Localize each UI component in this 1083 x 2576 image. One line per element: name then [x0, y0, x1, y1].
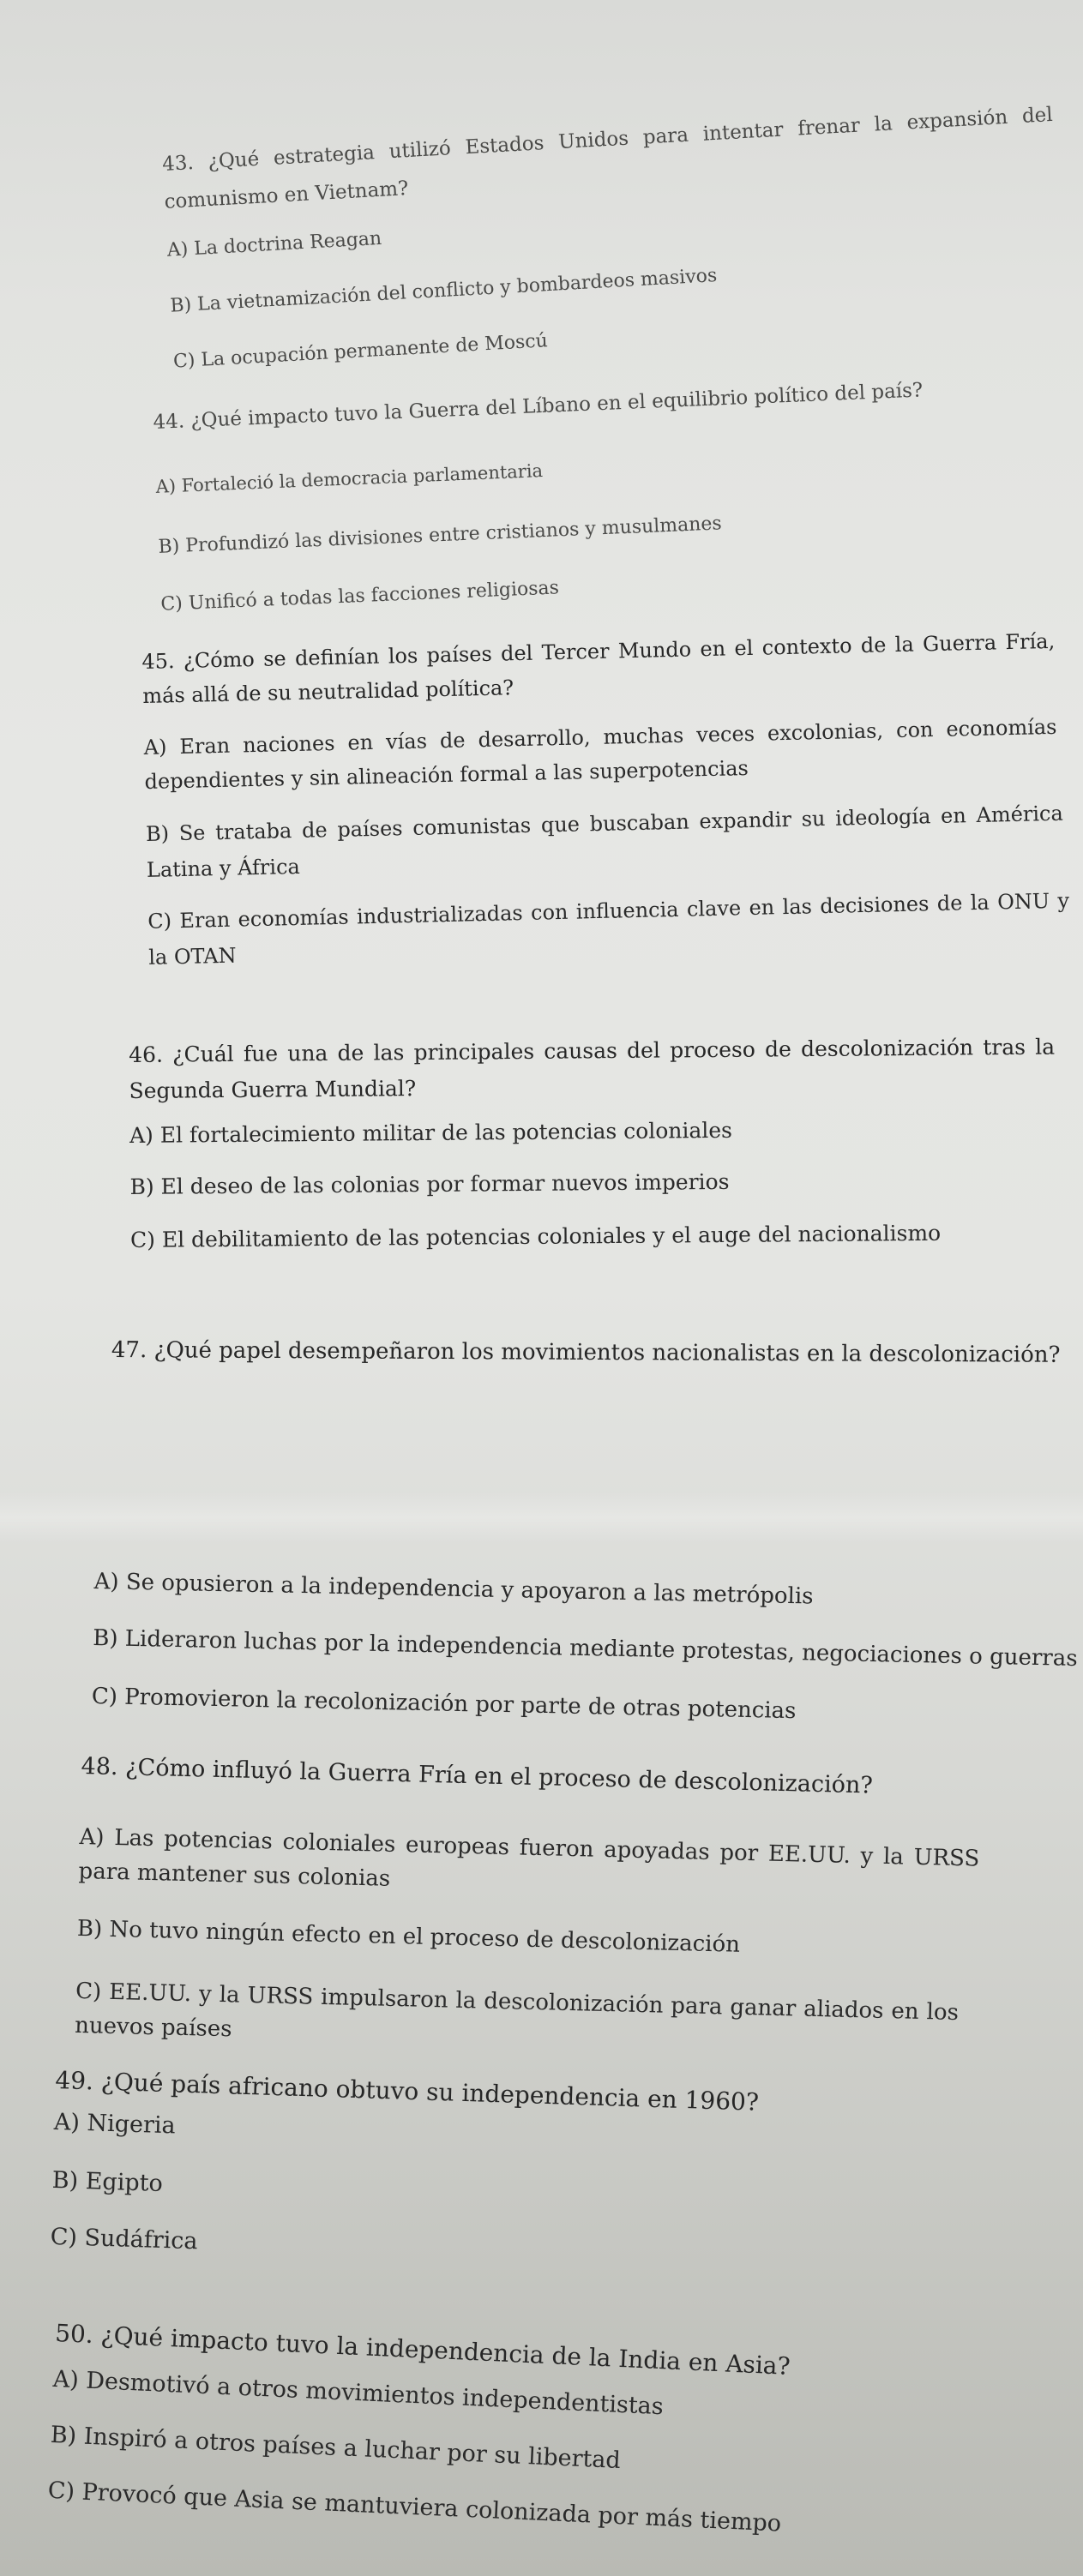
option-43-a: A) La doctrina Reagan	[166, 227, 382, 261]
option-45-a: A) Eran naciones en vías de desarrollo, muchas veces excolonias, con economías dependientes y sin alineación formal a las superpotencias	[143, 714, 1057, 794]
question-49	[55, 2066, 759, 2117]
option-44-b: B) Profundizó las divisiones entre cristianos y musulmanes	[158, 513, 723, 558]
question-block-44	[153, 366, 1083, 615]
option-46-c: C) El debilitamiento de las potencias coloniales y el auge del nacionalismo	[129, 1220, 942, 1252]
question-text: ¿Qué impacto tuvo la Guerra del Líbano en el equilibrio político del país?	[190, 379, 924, 433]
option-45-b: B) Se trataba de países comunistas que buscaban expandir su ideología en América Latina y África	[145, 801, 1064, 882]
option-43-c: C) La ocupación permanente de Moscú	[172, 330, 549, 373]
question-number: 46.	[129, 1042, 164, 1067]
option-46-a: A) El fortalecimiento militar de las potencias coloniales	[129, 1117, 733, 1148]
option-47-a: A) Se opusieron a la independencia y apoyaron a las metrópolis	[93, 1569, 814, 1610]
option-49-a: A) Nigeria	[53, 2108, 177, 2140]
option-49-c: C) Sudáfrica	[50, 2223, 198, 2255]
question-block-45	[141, 620, 1083, 970]
question-44	[153, 379, 924, 435]
question-47	[111, 1337, 1061, 1369]
option-44-a: A) Fortaleció la democracia parlamentaria	[155, 460, 544, 497]
option-48-c: C) EE.UU. y la URSS impulsaron la descolonización para ganar aliados en los nuevos países	[74, 1978, 960, 2043]
option-50-a: A) Desmotivó a otros movimientos independentistas	[52, 2365, 665, 2421]
option-44-c: C) Unificó a todas las facciones religiosas	[159, 577, 560, 615]
option-43-b: B) La vietnamización del conflicto y bombardeos masivos	[169, 265, 718, 317]
question-text: ¿Qué impacto tuvo la independencia de la India en Asia?	[99, 2321, 791, 2381]
question-text: ¿Cómo influyó la Guerra Fría en el proceso de descolonización?	[124, 1754, 874, 1799]
question-block-47	[111, 1337, 1083, 1368]
paper-fold	[0, 1492, 1083, 1543]
question-text: ¿Qué papel desempeñaron los movimientos nacionalistas en la descolonización?	[153, 1337, 1061, 1368]
option-50-b: B) Inspiró a otros países a luchar por su libertad	[50, 2421, 622, 2475]
option-46-b: B) El deseo de las colonias por formar nuevos imperios	[129, 1168, 730, 1199]
question-block-43	[161, 85, 1083, 373]
question-block-49	[50, 2066, 1083, 2255]
question-number: 50.	[54, 2319, 94, 2349]
question-number: 49.	[54, 2066, 94, 2096]
option-50-c: C) Provocó que Asia se mantuviera colonizada por más tiempo	[47, 2477, 782, 2537]
question-block-50	[47, 2319, 1083, 2537]
question-number: 44.	[153, 410, 185, 434]
option-47-c: C) Promovieron la recolonización por parte de otras potencias	[91, 1683, 797, 1725]
question-45	[141, 624, 1056, 713]
option-47-b: B) Lideraron luchas por la independencia mediante protestas, negociaciones o guerras	[92, 1624, 1078, 1672]
question-text: ¿Cómo se definían los países del Tercer Mundo en el contexto de la Guerra Fría, más allá de su neutralidad política?	[142, 628, 1056, 708]
question-block-47-options	[91, 1569, 1083, 1725]
question-text: ¿Qué país africano obtuvo su independencia en 1960?	[100, 2067, 760, 2117]
question-number: 43.	[161, 151, 195, 176]
option-45-c: C) Eran economías industrializadas con influencia clave en las decisiones de la ONU y la OTAN	[147, 888, 1070, 970]
question-48	[81, 1753, 873, 1800]
option-48-a: A) Las potencias coloniales europeas fueron apoyadas por EE.UU. y la URSS para mantener sus colonias	[78, 1823, 980, 1892]
question-text: ¿Cuál fue una de las principales causas del proceso de descolonización tras la Segunda Guerra Mundial?	[129, 1034, 1056, 1103]
question-text: ¿Qué estrategia utilizó Estados Unidos para intentar frenar la expansión del comunismo en Vietnam?	[163, 103, 1054, 213]
question-block-46	[129, 1028, 1083, 1252]
option-48-b: B) No tuvo ningún efecto en el proceso de descolonización	[76, 1915, 741, 1958]
question-block-48	[74, 1753, 1083, 2043]
question-number: 45.	[141, 649, 175, 674]
question-number: 47.	[111, 1337, 147, 1364]
option-49-b: B) Egipto	[51, 2166, 164, 2197]
question-46	[129, 1030, 1056, 1109]
question-number: 48.	[81, 1753, 118, 1781]
question-43	[161, 96, 1056, 221]
